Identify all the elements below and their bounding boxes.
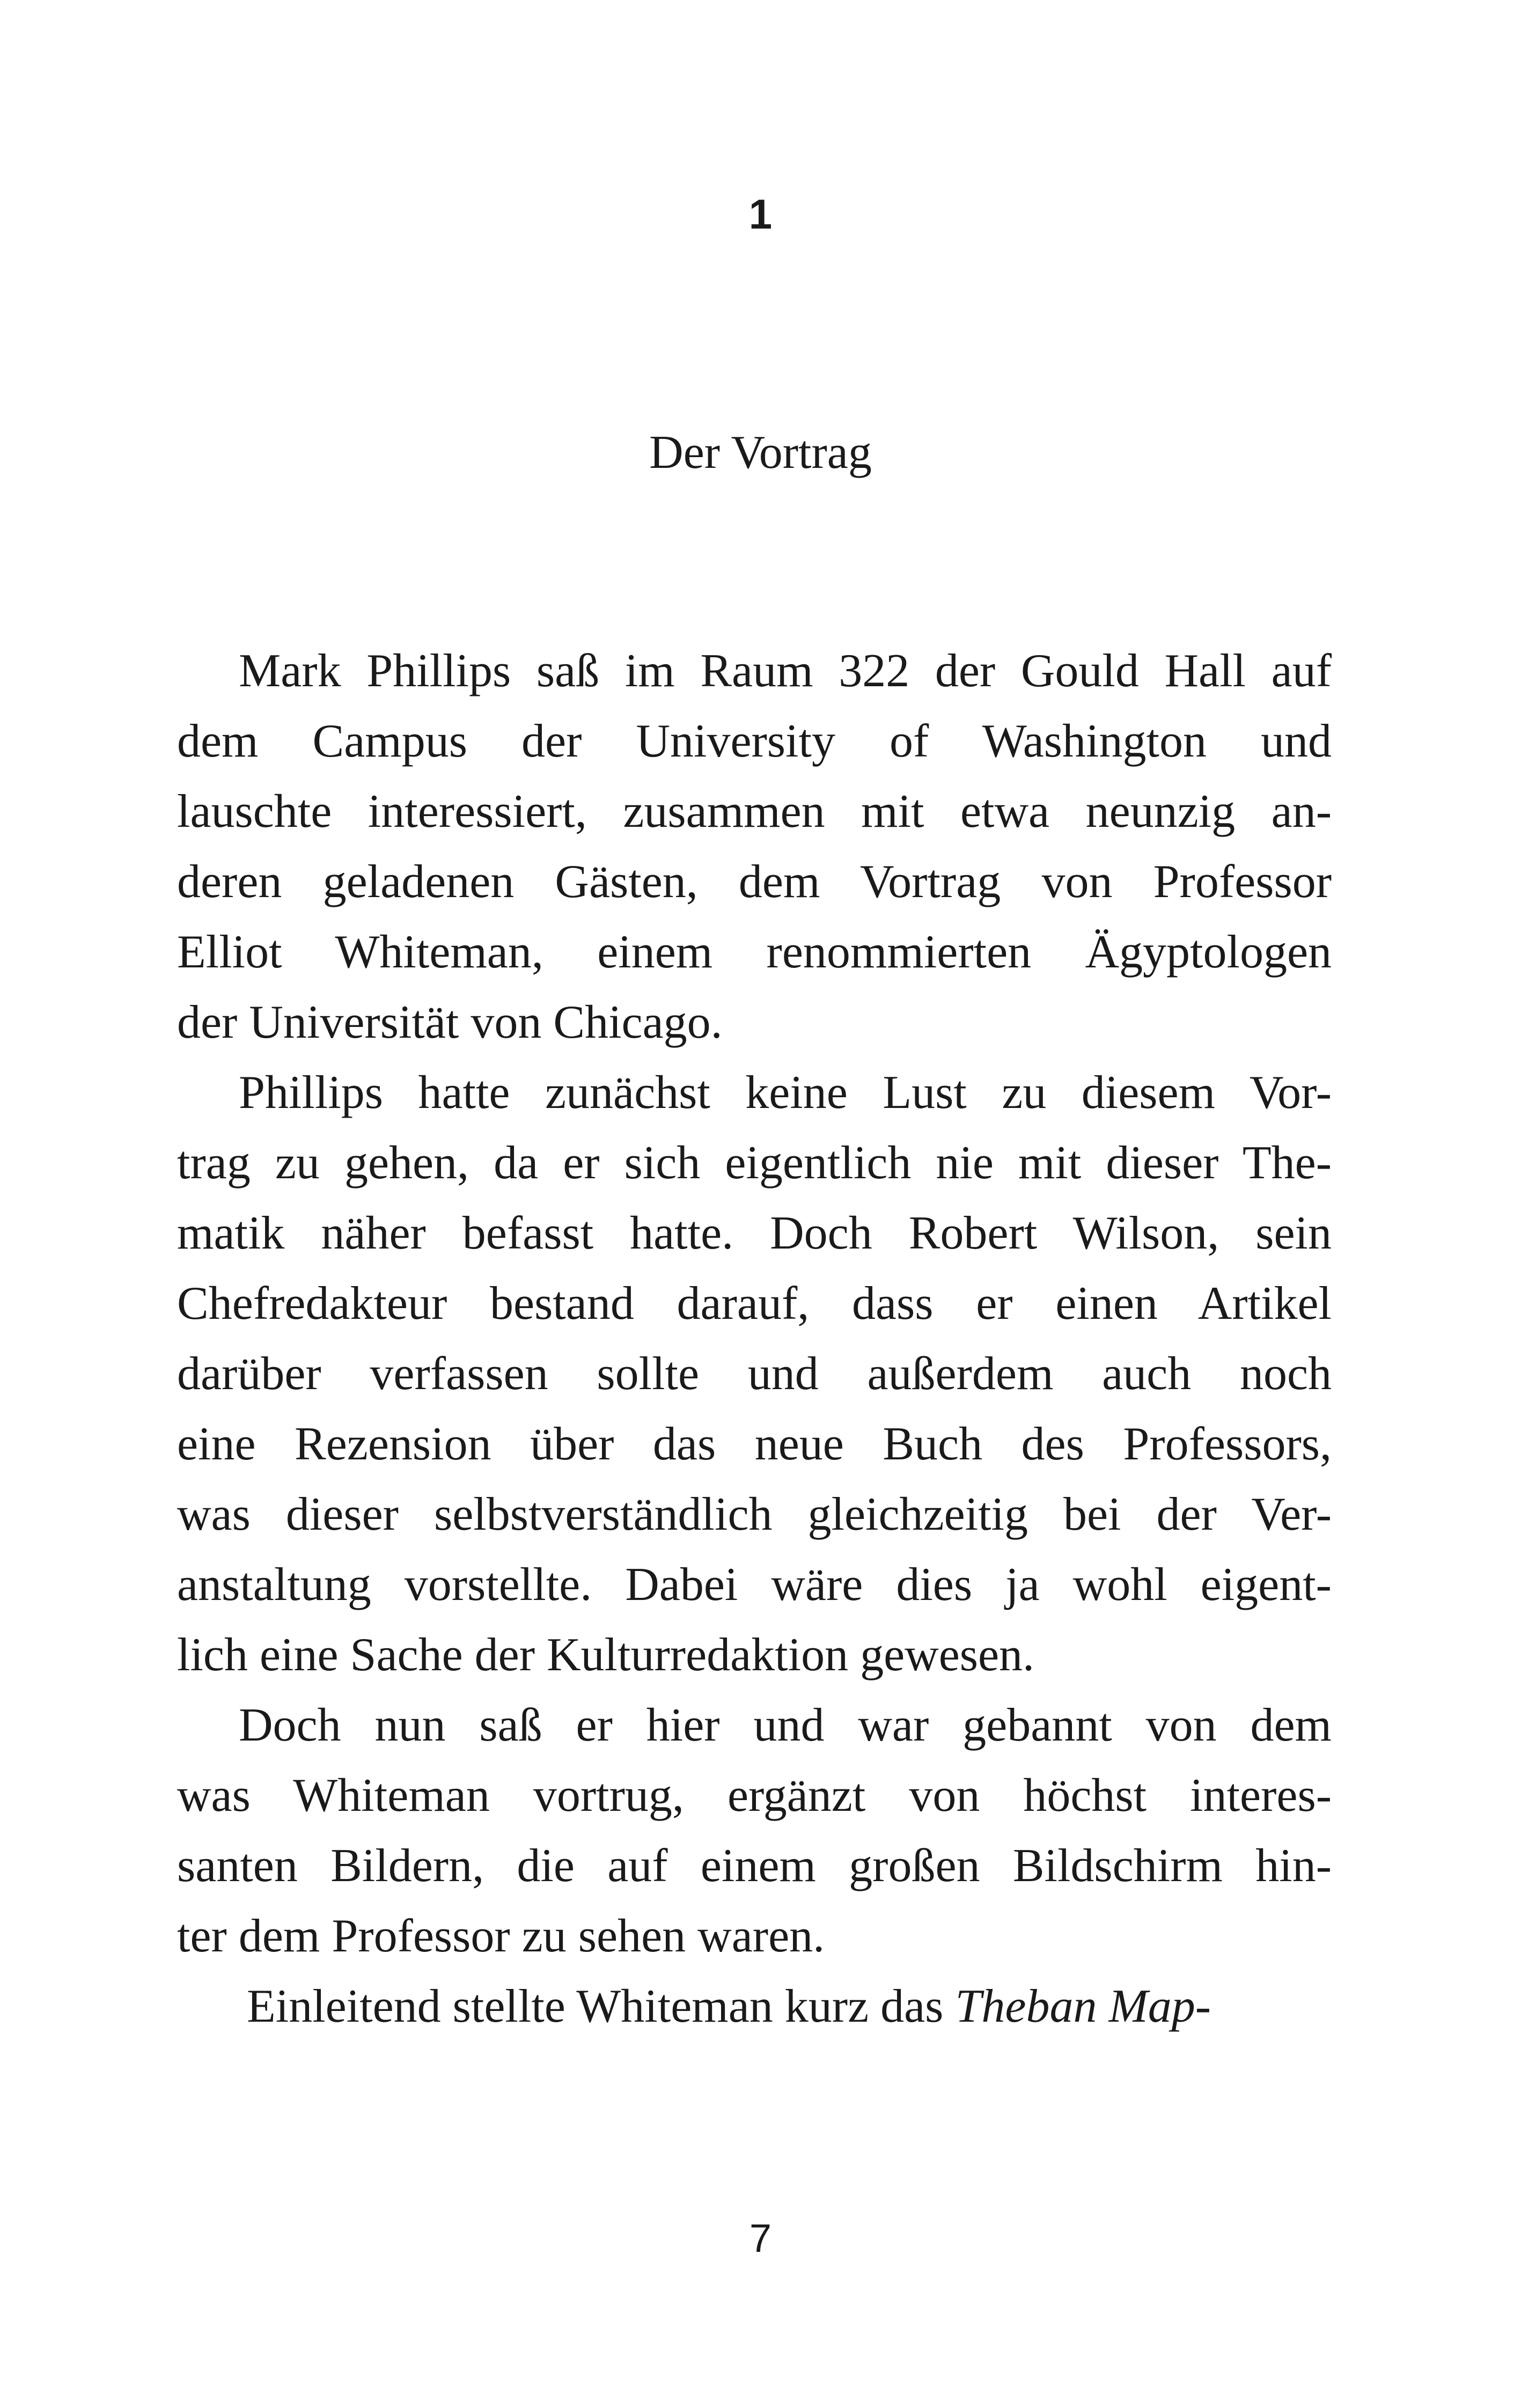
text-line: Elliot Whiteman, einem renommierten Ägyptologen bbox=[177, 926, 1332, 978]
text-fragment: Einleitend stellte Whiteman kurz das bbox=[247, 1980, 944, 2032]
text-line: anstaltung vorstellte. Dabei wäre dies ja wohl eigent- bbox=[177, 1559, 1332, 1611]
text-line: was dieser selbstverständlich gleichzeitig bei der Ver- bbox=[177, 1488, 1332, 1540]
text-line: Doch nun saß er hier und war gebannt von dem bbox=[239, 1699, 1332, 1751]
chapter-title: Der Vortrag bbox=[649, 427, 872, 479]
italic-title-fragment: Theban Map- bbox=[955, 1980, 1211, 2032]
text-line: Phillips hatte zunächst keine Lust zu diesem Vor- bbox=[239, 1067, 1332, 1119]
text-line: darüber verfassen sollte und außerdem auch noch bbox=[177, 1348, 1332, 1400]
page-number: 7 bbox=[749, 2216, 772, 2260]
text-line: santen Bildern, die auf einem großen Bildschirm hin- bbox=[177, 1840, 1332, 1892]
text-line: eine Rezension über das neue Buch des Professors, bbox=[177, 1418, 1332, 1470]
text-line: Chefredakteur bestand darauf, dass er einen Artikel bbox=[177, 1278, 1332, 1330]
chapter-number: 1 bbox=[748, 190, 773, 238]
paragraph bbox=[177, 1690, 1332, 1971]
text-line: trag zu gehen, da er sich eigentlich nie mit dieser The- bbox=[177, 1137, 1332, 1189]
text-line: ter dem Professor zu sehen waren. bbox=[177, 1910, 825, 1962]
text-line: matik näher befasst hatte. Doch Robert Wilson, sein bbox=[177, 1207, 1332, 1259]
body-text bbox=[177, 636, 1332, 2042]
text-line: Mark Phillips saß im Raum 322 der Gould Hall auf bbox=[239, 645, 1332, 697]
text-line: dem Campus der University of Washington und bbox=[177, 715, 1332, 767]
paragraph bbox=[177, 1971, 1332, 2042]
text-line bbox=[177, 1971, 1332, 2042]
text-line: was Whiteman vortrug, ergänzt von höchst interes- bbox=[177, 1770, 1332, 1822]
text-line: lauschte interessiert, zusammen mit etwa neunzig an- bbox=[177, 785, 1332, 838]
paragraph bbox=[177, 636, 1332, 1058]
text-line: der Universität von Chicago. bbox=[177, 996, 723, 1048]
text-line: lich eine Sache der Kulturredaktion gewesen. bbox=[177, 1629, 1035, 1681]
paragraph bbox=[177, 1058, 1332, 1690]
text-line: deren geladenen Gästen, dem Vortrag von Professor bbox=[177, 856, 1332, 908]
